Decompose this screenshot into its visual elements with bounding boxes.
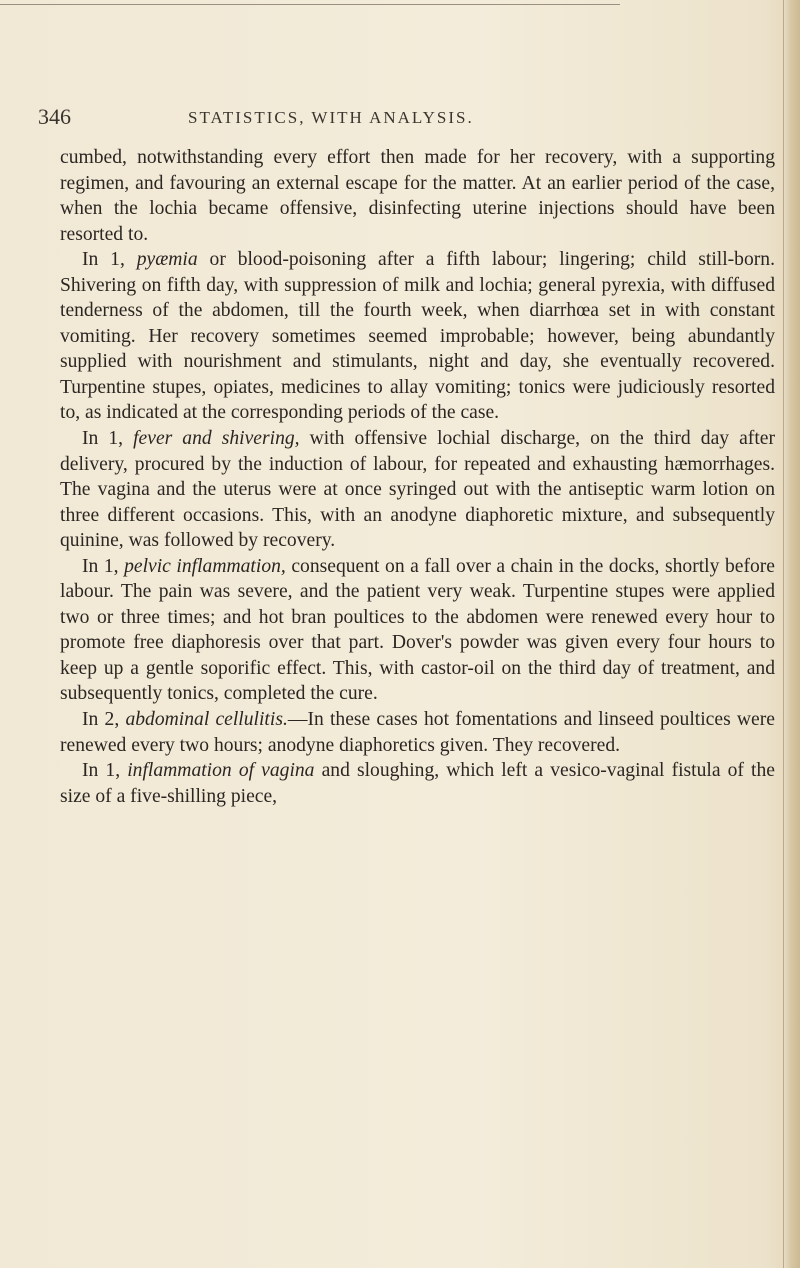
running-head: STATISTICS, WITH ANALYSIS. xyxy=(188,108,474,127)
body-text xyxy=(60,145,775,809)
paragraph-6-rest: and sloughing, which left a vesico-vaginal fistula of the size of a five-shilling piece, xyxy=(60,760,775,807)
paragraph-1 xyxy=(60,145,775,247)
page-number: 346 xyxy=(38,104,71,129)
page-edge xyxy=(783,0,800,1268)
paragraph-5 xyxy=(60,707,775,758)
paragraph-6-lead: In 1, xyxy=(82,760,128,782)
paragraph-5-lead: In 2, xyxy=(82,709,126,731)
paragraph-3-rest: with offensive lochial discharge, on the third day after delivery, procured by the induction of labour, for repeated and exhausting hæmorrhages. The vagina and the uterus were at once syringed out with the antiseptic warm lotion on three different occasions. This, with an anodyne diaphoretic mixture, and subsequently quinine, was followed by recovery. xyxy=(60,428,775,552)
paragraph-1-text: cumbed, notwithstanding every effort then made for her recovery, with a supporting regimen, and favouring an external escape for the matter. At an earlier period of the case, when the lochia became offensive, disinfecting uterine injections should have been resorted to. xyxy=(60,147,775,245)
page-header xyxy=(38,104,768,134)
paragraph-5-rest: —In these cases hot fomentations and linseed poultices were renewed every two hours; anodyne diaphoretics given. They recovered. xyxy=(60,709,775,756)
paragraph-4-italic: pelvic inflammation, xyxy=(124,555,286,577)
paragraph-5-italic: abdominal cellulitis. xyxy=(125,709,288,731)
paragraph-4 xyxy=(60,554,775,707)
top-rule xyxy=(0,4,620,5)
paragraph-2 xyxy=(60,247,775,426)
paragraph-3 xyxy=(60,426,775,554)
paragraph-2-rest: or blood-poisoning after a fifth labour; lingering; child still-born. Shivering on fifth day, with suppression of milk and lochia; general pyrexia, with diffused tenderness of the abdomen, till the fourth week, when diarrhœa set in with constant vomiting. Her recovery sometimes seemed improbable; however, being abundantly supplied with nourishment and stimulants, night and day, she eventually recovered. Turpentine stupes, opiates, medicines to allay vomiting; tonics were judiciously resorted to, as indicated at the corresponding periods of the case. xyxy=(60,249,775,424)
paragraph-2-lead: In 1, xyxy=(82,249,137,271)
paragraph-3-italic: fever and shivering, xyxy=(133,428,300,450)
paragraph-4-rest: consequent on a fall over a chain in the docks, shortly before labour. The pain was severe, and the patient very weak. Turpentine stupes were applied two or three times; and hot bran poultices to the abdomen were renewed every hour to promote free diaphoresis over that part. Dover's powder was given every four hours to keep up a gentle soporific effect. This, with castor-oil on the third day of treatment, and subsequently tonics, completed the cure. xyxy=(60,555,775,705)
paragraph-6 xyxy=(60,758,775,809)
paragraph-3-lead: In 1, xyxy=(82,428,134,450)
paragraph-2-italic: pyæmia xyxy=(136,249,198,271)
paragraph-6-italic: inflammation of vagina xyxy=(127,760,315,782)
paragraph-4-lead: In 1, xyxy=(82,555,125,577)
